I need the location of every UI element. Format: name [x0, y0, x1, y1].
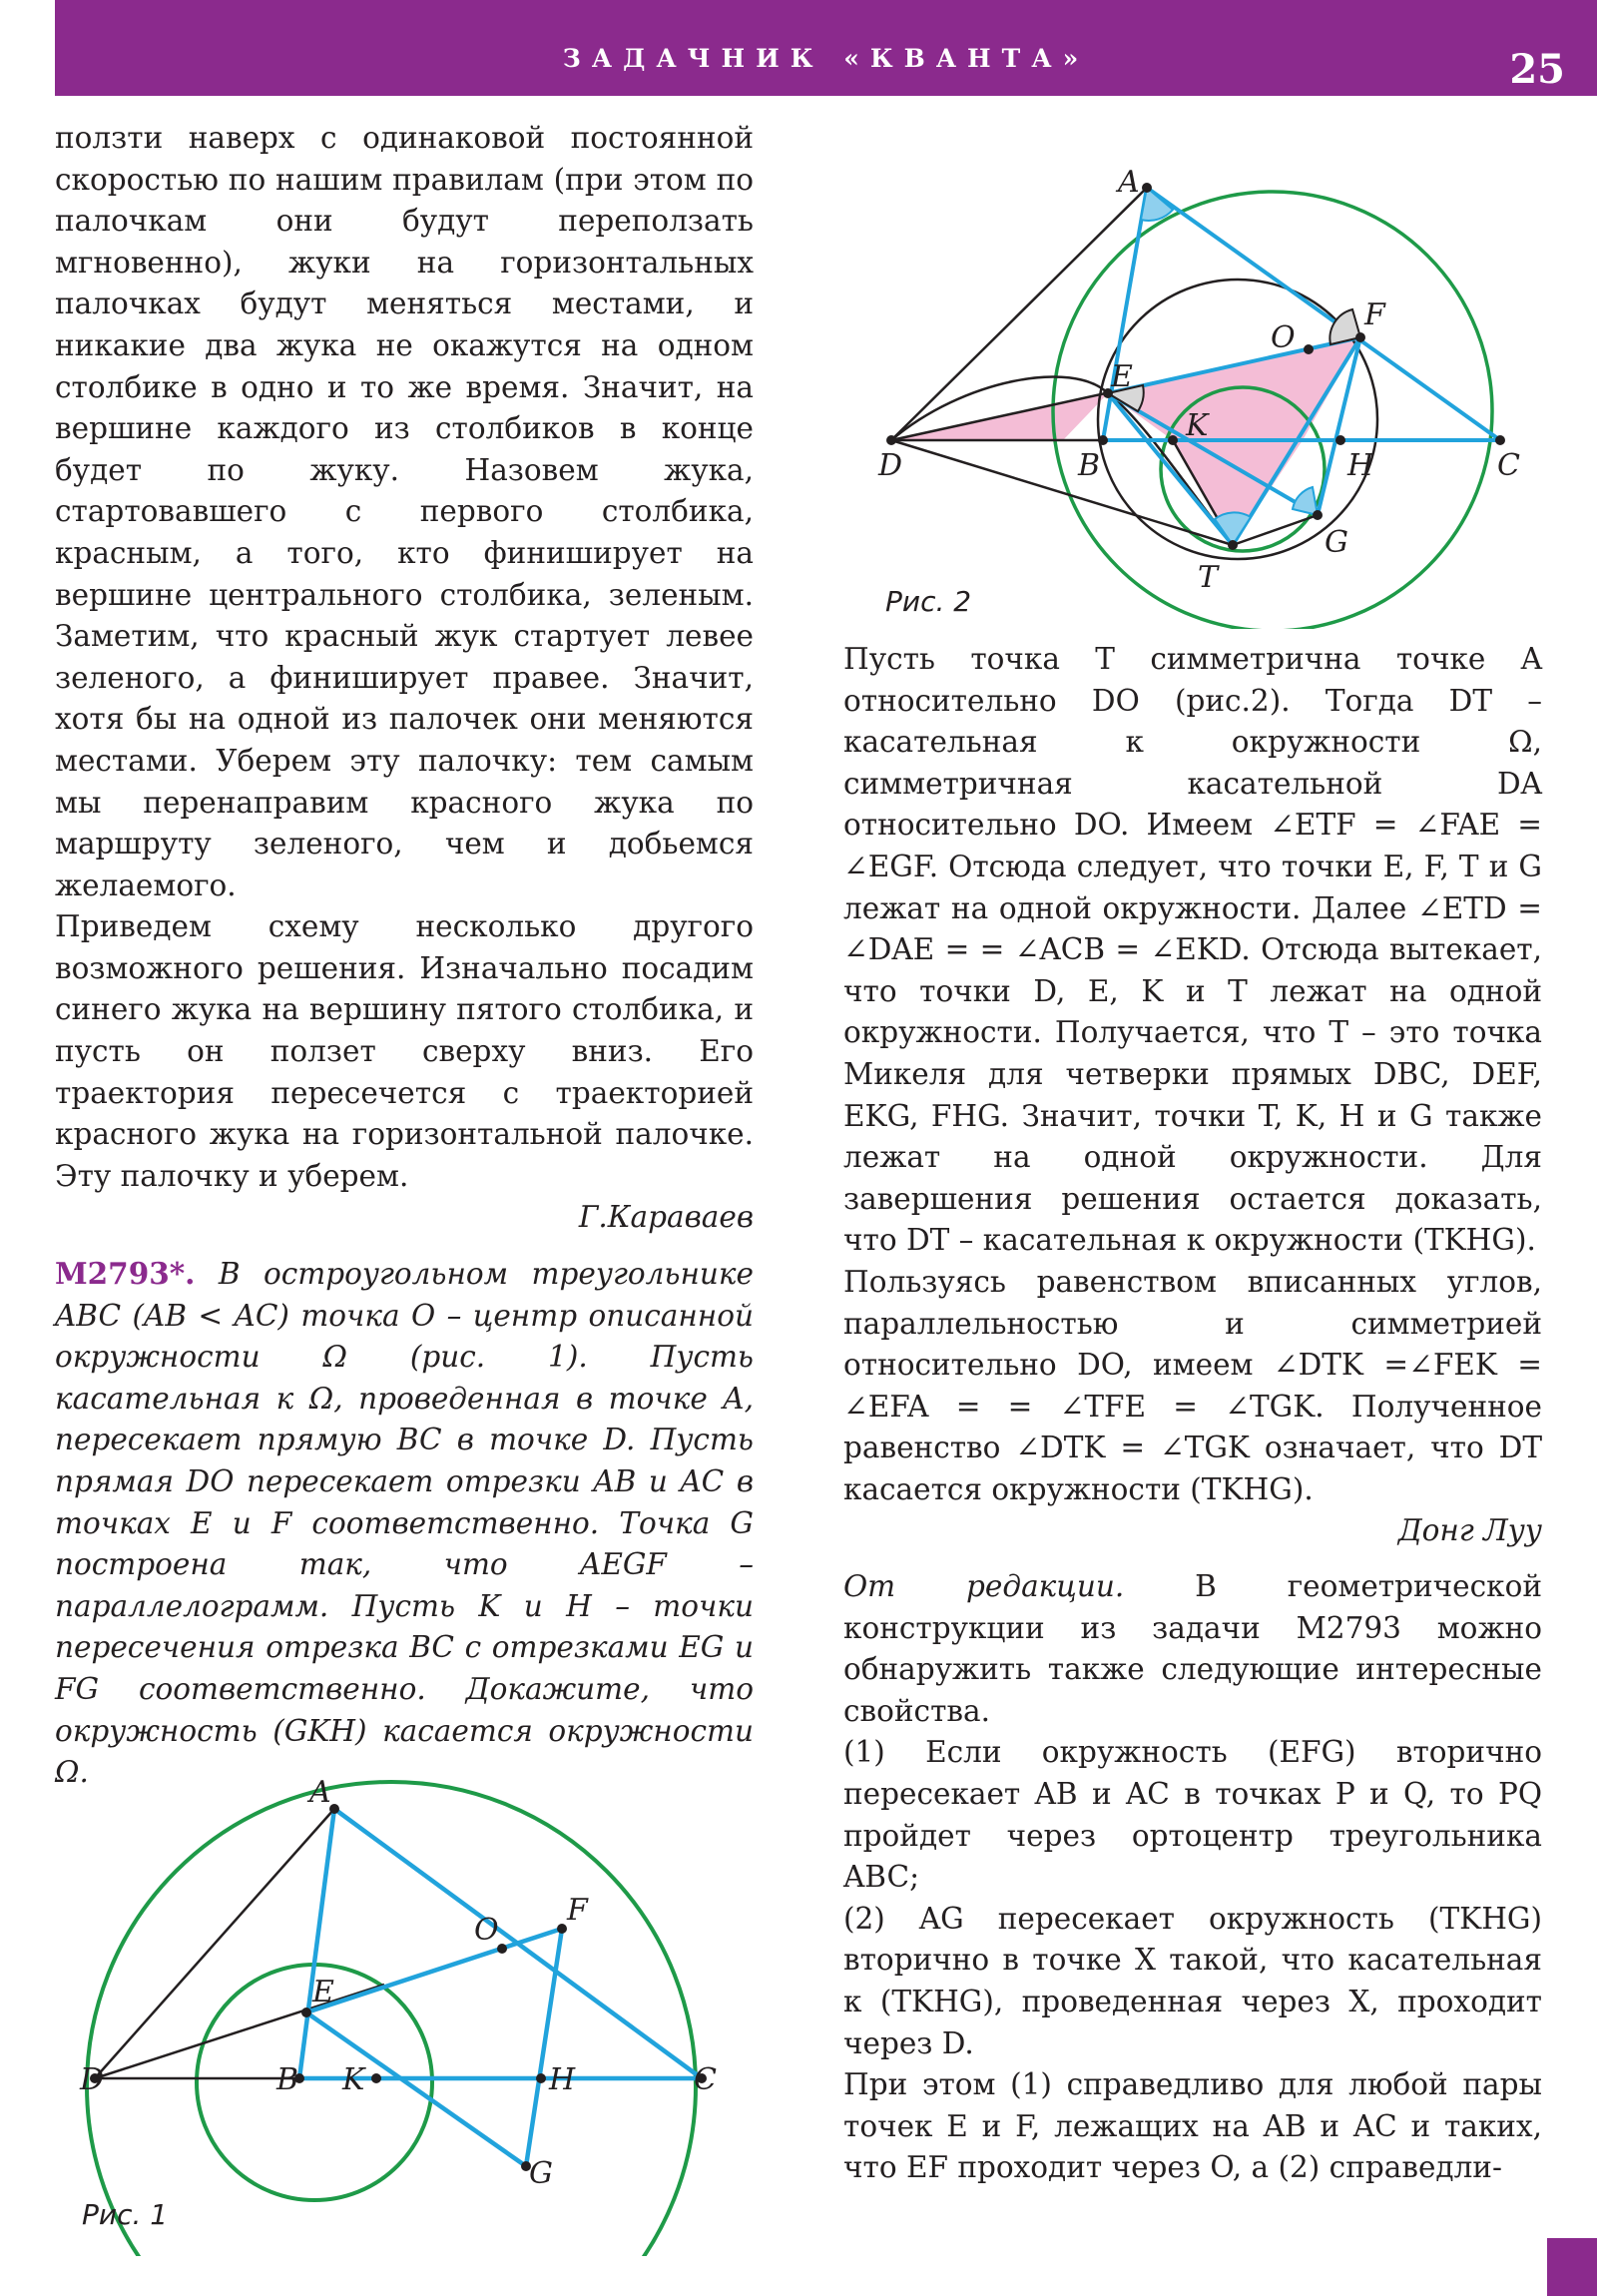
- label-f: F: [567, 1893, 588, 1928]
- label-c: C: [694, 2062, 717, 2097]
- label-g: G: [529, 2156, 553, 2191]
- figure-2: [843, 160, 1562, 629]
- header-title: ЗАДАЧНИК «КВАНТА»: [562, 44, 1090, 73]
- label-d: D: [878, 448, 903, 483]
- author-dong-luu: Донг Луу: [1397, 1513, 1542, 1548]
- points: [90, 1804, 707, 2171]
- problem-statement: [55, 1253, 754, 1794]
- editorial-text: В геометрической конструкции из задачи М2793 можно обнаружить также следующие интересные свойства.: [843, 1569, 1542, 1728]
- point-o: [1304, 344, 1314, 354]
- point-h: [1335, 435, 1345, 445]
- header-bar: [55, 0, 1597, 96]
- label-h: H: [549, 2062, 576, 2097]
- label-o: O: [474, 1913, 499, 1948]
- right-paragraph-2: Пользуясь равенством вписанных углов, параллельностью и симметрией относительно DO, имеем ∠DTK =∠FEK = ∠EFA = = ∠TFE = ∠TGK. Полученное равенство ∠DTK = ∠TGK означает, что DT касается окружности (TKHG).: [843, 1264, 1542, 1506]
- segment-ab: [299, 1809, 334, 2078]
- label-h: H: [1347, 448, 1374, 483]
- right-paragraph-1: Пусть точка T симметрична точке A относительно DO (рис.2). Тогда DT – касательная к окружности Ω, симметричная касательной DA относительно DO. Имеем ∠ETF = ∠FAE = ∠EGF. Отсюда следует, что точки E, F, T и G лежат на одной окружности. Далее ∠ETD = ∠DAE = = ∠ACB = ∠EKD. Отсюда вытекает, что точки D, E, K и T лежат на одной окружности. Получается, что T – это точка Микеля для четверки прямых DBC, DEF, EKG, FHG. Значит, точки T, K, H и G также лежат на одной окружности. Для завершения решения остается доказать, что DT – касательная к окружности (TKHG).: [843, 642, 1542, 1258]
- figure-1: [55, 1757, 754, 2256]
- editorial-note: [843, 1566, 1542, 1732]
- label-o: O: [1271, 320, 1296, 355]
- point-f: [1355, 332, 1365, 342]
- point-g: [1313, 510, 1323, 520]
- right-paragraph-last: При этом (1) справедливо для любой пары точек E и F, лежащих на AB и AC и таких, что EF проходит через O, а (2) справедли-: [843, 2067, 1542, 2185]
- editorial-label: От редакции.: [843, 1569, 1125, 1604]
- point-k: [1168, 435, 1178, 445]
- problem-text: В остроугольном треугольнике ABC (AB < AC) точка O – центр описанной окружности Ω (рис. 1). Пусть касательная к Ω, проведенная в точке A, пересекает прямую BC в точке D. Пусть прямая DO пересекает отрезки AB и AC в точках E и F соответственно. Точка G построена так, что AEGF – параллелограмм. Пусть K и H – точки пересечения отрезка BC с отрезками EG и FG соответственно. Докажите, что окружность (GKH) касается окружности Ω.: [55, 1257, 754, 1790]
- point-b: [1098, 435, 1108, 445]
- page-corner-mark: [1547, 2238, 1597, 2296]
- label-k: K: [342, 2062, 365, 2097]
- angle-mark-g: [1293, 487, 1318, 515]
- line-do: [95, 1985, 384, 2078]
- left-paragraph-1: ползти наверх с одинаковой постоянной скоростью по нашим правилам (при этом по палочкам они будут переползать мгновенно), жуки на горизонтальных палочках будут меняться местами, и никакие два жука не окажутся на одном столбике в одно и то же время. Значит, на вершине каждого из столбиков в конце будет по жуку. Назовем жука, стартовавшего с первого столбика, красным, а того, кто финиширует на вершине центрального столбика, зеленым. Заметим, что красный жук стартует левее зеленого, а финиширует правее. Значит, хотя бы на одной из палочек они меняются местами. Уберем эту палочку: тем самым мы перенаправим красного жука по маршруту зеленого, чем и добьемся желаемого.: [55, 121, 754, 902]
- author-karavaev: Г.Караваев: [578, 1200, 754, 1235]
- problem-label: М2793*.: [55, 1256, 196, 1292]
- point-t: [1228, 540, 1238, 550]
- label-a: A: [1118, 165, 1140, 200]
- point-h: [536, 2073, 546, 2083]
- point-c: [1495, 435, 1505, 445]
- point-a: [1142, 183, 1152, 193]
- label-c: C: [1497, 448, 1520, 483]
- left-column: [55, 118, 754, 1794]
- label-a: A: [309, 1775, 331, 1810]
- property-2: (2) AG пересекает окружность (TKHG) вторично в точке X такой, что касательная к (TKHG), проведенная через X, проходит через D.: [843, 1901, 1542, 2060]
- label-e: E: [1111, 359, 1133, 394]
- label-t: T: [1198, 560, 1219, 595]
- label-b: B: [1078, 448, 1101, 483]
- point-f: [557, 1924, 567, 1934]
- point-d: [886, 435, 896, 445]
- page-number: 25: [1509, 46, 1565, 93]
- left-paragraph-2: Приведем схему несколько другого возможного решения. Изначально посадим синего жука на вершину пятого столбика, и пусть он ползет сверху вниз. Его траектория пересечется с траекторией красного жука на горизонтальной палочке. Эту палочку и уберем.: [55, 909, 754, 1193]
- figure-1-caption: Рис. 1: [82, 2198, 169, 2231]
- label-b: B: [276, 2062, 299, 2097]
- label-e: E: [312, 1975, 334, 2009]
- label-k: K: [1186, 408, 1209, 443]
- right-column: [843, 639, 1542, 2189]
- point-k: [371, 2073, 381, 2083]
- point-e: [301, 2008, 311, 2017]
- property-1: (1) Если окружность (EFG) вторично пересекает AB и AC в точках P и Q, то PQ пройдет через ортоцентр треугольника ABC;: [843, 1735, 1542, 1895]
- label-g: G: [1325, 525, 1348, 560]
- label-f: F: [1364, 297, 1385, 332]
- tangent-line-da: [95, 1809, 334, 2078]
- figure-2-caption: Рис. 2: [885, 585, 972, 618]
- label-d: D: [80, 2062, 105, 2097]
